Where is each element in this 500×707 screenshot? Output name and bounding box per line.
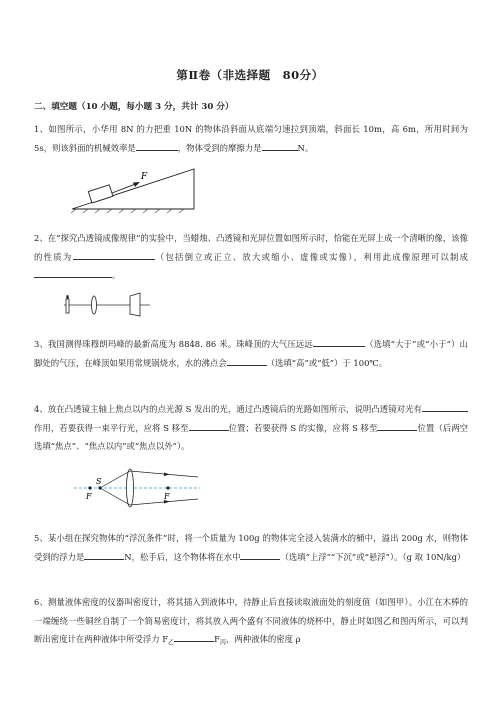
q5-text-a: 5、某小组在探究物体的“浮沉条件”时，将一个质量为 100g 的物体完全浸入装满水的桶中，溢出 200g 水，则物体受到的浮力是 xyxy=(34,533,468,562)
incline-figure xyxy=(68,165,198,213)
q1-text-b: ，物体受到的摩擦力是 xyxy=(177,142,262,153)
candle xyxy=(66,299,69,313)
focus-left xyxy=(88,486,91,489)
q6-subscript-yi: 乙 xyxy=(168,639,175,647)
ray-arrow-upper xyxy=(164,473,170,477)
question-4 xyxy=(34,400,468,456)
label-f-right: F xyxy=(164,492,170,501)
q6-text-a: 6、测量液体密度的仪器叫密度计，将其插入到液体中，待静止后直接读取液面处的刻度值（如图甲）。小江在木棒的一端缠绕一些铜丝自制了一个简易密度计，将其放入两个盛有不同液体的烧杯中，静止时如图乙和图丙所示，可以判断出密度计在两种液体中所受浮力 F xyxy=(34,597,468,644)
q4-text-a: 4、放在凸透镜主轴上焦点以内的点光源 S 发出的光，通过凸透镜后的光路如图所示，说明凸透镜对光有 xyxy=(34,404,422,414)
q2-text-a: 2、在“探究凸透镜成像规律”的实验中，当蜡烛、凸透镜和光屏位置如图所示时，恰能在光屏上成一个清晰的像，该像的性质为 xyxy=(34,233,468,262)
q3-blank-pressure[interactable] xyxy=(313,337,365,347)
question-5 xyxy=(34,529,468,566)
ray-upper-in xyxy=(100,471,130,488)
hatching xyxy=(71,209,184,213)
force-arrowhead xyxy=(133,182,140,187)
q6-text-c: ，两种液体的密度 ρ xyxy=(225,634,301,644)
part-title: 第Ⅱ卷（非选择题 80分） xyxy=(176,68,324,82)
label-s: S xyxy=(96,477,102,486)
q1-blank-efficiency[interactable] xyxy=(136,141,178,151)
q2-text-b: （包括倒立或正立、放大或缩小、虚像或实像），利用此成像原理可以制成 xyxy=(154,251,468,262)
q2-blank-image-nature[interactable] xyxy=(73,250,155,260)
q3-blank-boiling[interactable] xyxy=(227,356,267,366)
focus-right xyxy=(166,486,169,489)
block xyxy=(88,185,113,203)
section-heading: 二、填空题（10 小题，每小题 3 分，共计 30 分） xyxy=(34,102,234,112)
q4-text-d: 位置（后两空选填“焦点”、“焦点以内”或“焦点以外”）。 xyxy=(34,422,469,451)
q5-text-b: N，松手后，这个物体将在水中 xyxy=(124,551,241,562)
question-2 xyxy=(34,229,468,285)
q3-text-a: 3、我国测得珠穆朗玛峰的最新高度为 8848. 86 米。珠峰顶的大气压远远 xyxy=(34,339,313,349)
q5-blank-float-sink[interactable] xyxy=(240,550,280,560)
lens-ray-figure xyxy=(72,468,202,512)
force-label: F xyxy=(141,172,148,182)
q3-text-b: （选填“大于”或“小于”）山脚处的气压，在峰顶如果用常规锅烧水，水的沸点会 xyxy=(34,339,468,368)
q5-text-c: （选填“上浮”“下沉”或“悬浮”）。（g 取 10N/kg） xyxy=(280,551,466,562)
q2-text-c: 。 xyxy=(112,270,121,280)
q4-text-b: 作用，若要获得一束平行光，应将 S 移至 xyxy=(34,422,189,433)
q1-text-a: 1、如图所示，小华用 8N 的力把重 10N 的物体沿斜面从底端匀速拉到顶端，斜面长 10m，高 6m，所用时间为 5s，则该斜面的机械效率是 xyxy=(34,124,468,153)
q4-blank-parallel[interactable] xyxy=(189,421,229,431)
ray-lower-in xyxy=(100,488,130,505)
q6-blank-buoyancy-compare[interactable] xyxy=(174,632,214,642)
q4-blank-effect[interactable] xyxy=(422,402,468,412)
q1-text-c: N。 xyxy=(297,142,314,153)
light-screen xyxy=(130,293,140,316)
q2-blank-device[interactable] xyxy=(34,268,112,278)
convex-lens xyxy=(92,296,97,314)
q4-text-c: 位置；若要获得 S 的实像，应将 S 移至 xyxy=(228,422,378,433)
point-source xyxy=(98,486,101,489)
candle-flame xyxy=(66,295,68,299)
label-f-left: F xyxy=(86,492,92,501)
question-1 xyxy=(34,120,468,157)
q4-blank-real-image[interactable] xyxy=(377,421,417,431)
q3-text-c: （选填“高”或“低”）于 100℃。 xyxy=(266,357,388,368)
q6-text-b: F xyxy=(214,634,220,644)
question-3 xyxy=(34,335,468,372)
lens-bench-figure xyxy=(62,290,152,320)
q5-blank-buoyancy[interactable] xyxy=(84,550,124,560)
question-6 xyxy=(34,593,468,653)
q6-subscript-bing: 丙 xyxy=(219,639,226,647)
incline-triangle xyxy=(72,169,194,209)
convex-lens xyxy=(127,469,134,507)
q1-blank-friction[interactable] xyxy=(262,141,298,151)
